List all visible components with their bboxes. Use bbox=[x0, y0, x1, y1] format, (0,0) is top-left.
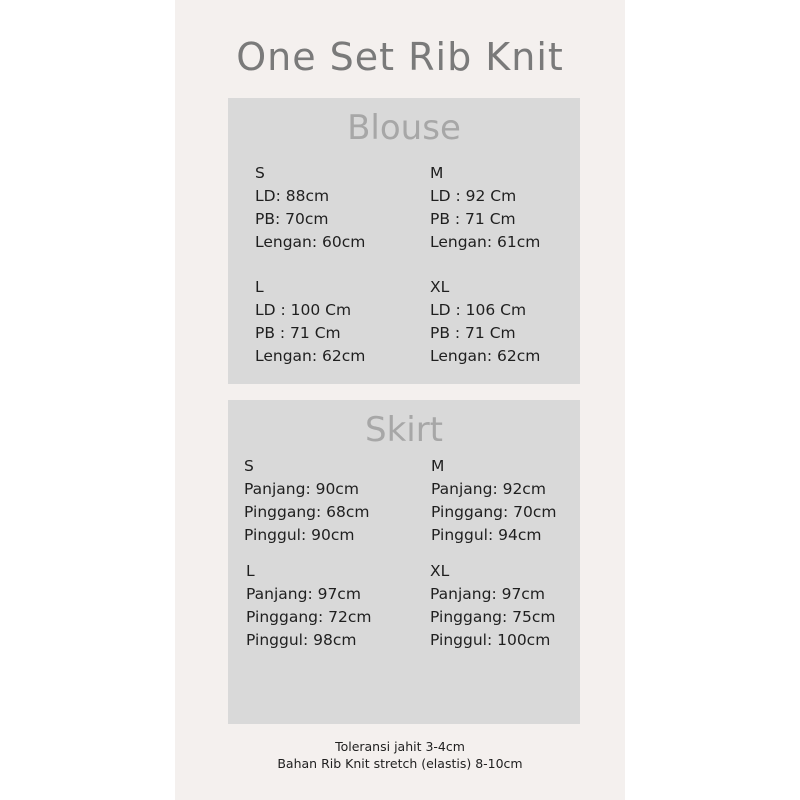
measure-line: Lengan: 62cm bbox=[430, 347, 541, 365]
size-label: S bbox=[244, 457, 254, 475]
size-label: L bbox=[255, 278, 264, 296]
measure-line: Pinggul: 90cm bbox=[244, 526, 355, 544]
blouse-size-m bbox=[430, 162, 540, 254]
blouse-panel bbox=[228, 98, 580, 384]
measure-line: LD: 88cm bbox=[255, 187, 330, 205]
measure-line: Panjang: 97cm bbox=[430, 585, 545, 603]
measure-line: Lengan: 60cm bbox=[255, 233, 366, 251]
tolerance-note: Toleransi jahit 3-4cm bbox=[335, 739, 465, 754]
measure-line: Pinggang: 70cm bbox=[431, 503, 557, 521]
measure-line: PB : 71 Cm bbox=[430, 324, 516, 342]
skirt-size-l bbox=[246, 560, 371, 652]
measure-line: Lengan: 62cm bbox=[255, 347, 366, 365]
measure-line: Pinggang: 68cm bbox=[244, 503, 370, 521]
skirt-panel bbox=[228, 400, 580, 724]
measure-line: Panjang: 92cm bbox=[431, 480, 546, 498]
size-chart-card bbox=[175, 0, 625, 800]
measure-line: Panjang: 97cm bbox=[246, 585, 361, 603]
size-label: XL bbox=[430, 562, 450, 580]
blouse-size-l bbox=[255, 276, 365, 368]
footer-notes bbox=[175, 738, 625, 772]
blouse-size-s bbox=[255, 162, 365, 254]
measure-line: Lengan: 61cm bbox=[430, 233, 541, 251]
skirt-heading: Skirt bbox=[364, 410, 444, 450]
size-label: M bbox=[431, 457, 445, 475]
measure-line: PB: 70cm bbox=[255, 210, 329, 228]
blouse-size-xl bbox=[430, 276, 540, 368]
skirt-size-m bbox=[431, 455, 556, 547]
measure-line: LD : 92 Cm bbox=[430, 187, 517, 205]
measure-line: Pinggul: 94cm bbox=[431, 526, 542, 544]
page-title: One Set Rib Knit bbox=[236, 35, 564, 79]
size-label: XL bbox=[430, 278, 450, 296]
measure-line: PB : 71 Cm bbox=[430, 210, 516, 228]
measure-line: LD : 106 Cm bbox=[430, 301, 527, 319]
measure-line: PB : 71 Cm bbox=[255, 324, 341, 342]
size-label: S bbox=[255, 164, 265, 182]
measure-line: Pinggul: 100cm bbox=[430, 631, 551, 649]
material-note: Bahan Rib Knit stretch (elastis) 8-10cm bbox=[277, 756, 523, 771]
measure-line: Pinggul: 98cm bbox=[246, 631, 357, 649]
measure-line: Panjang: 90cm bbox=[244, 480, 359, 498]
size-label: M bbox=[430, 164, 444, 182]
measure-line: LD : 100 Cm bbox=[255, 301, 352, 319]
skirt-size-s bbox=[244, 455, 369, 547]
size-label: L bbox=[246, 562, 255, 580]
measure-line: Pinggang: 75cm bbox=[430, 608, 556, 626]
blouse-heading: Blouse bbox=[347, 108, 461, 148]
measure-line: Pinggang: 72cm bbox=[246, 608, 372, 626]
skirt-size-xl bbox=[430, 560, 555, 652]
